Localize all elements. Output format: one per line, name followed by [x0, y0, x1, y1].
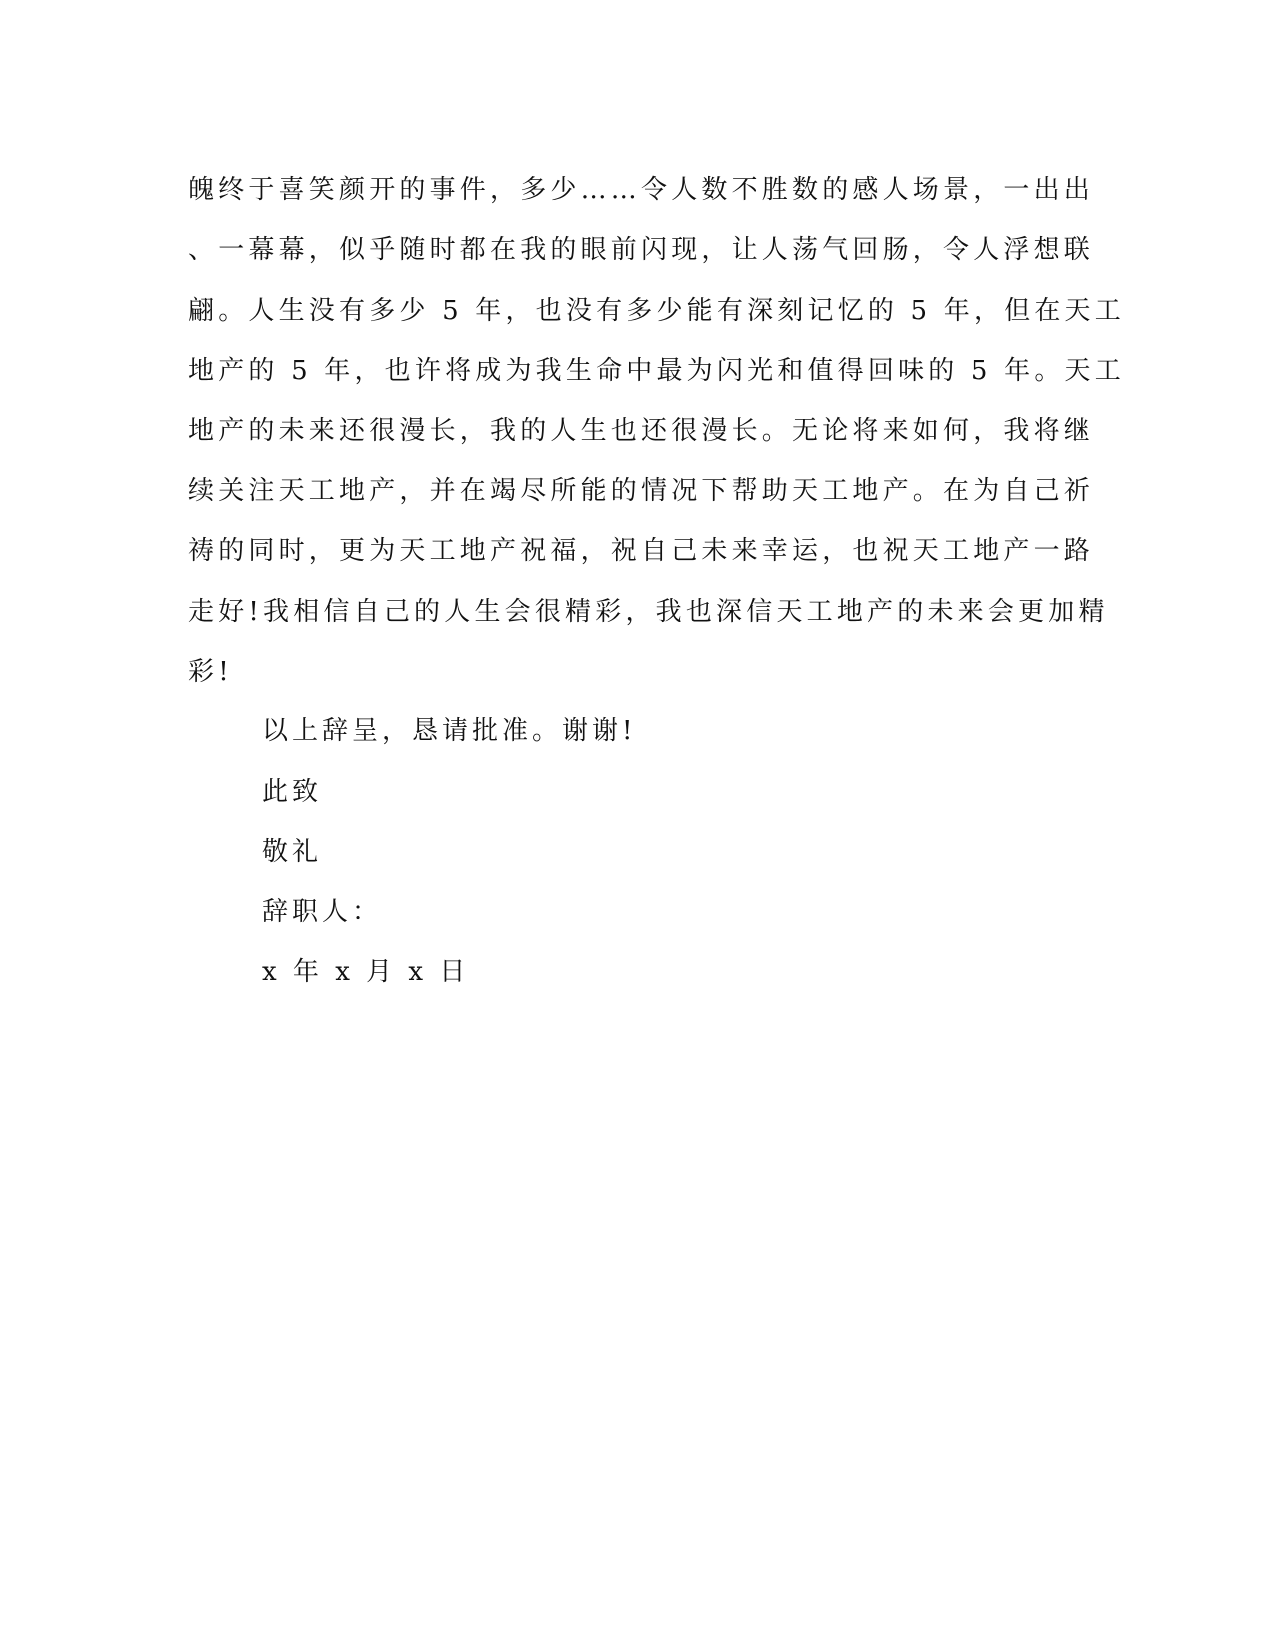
body-text-line: 魄终于喜笑颜开的事件，多少……令人数不胜数的感人场景，一出出 — [188, 175, 1095, 205]
body-text-line: 、一幕幕，似乎随时都在我的眼前闪现，让人荡气回肠，令人浮想联 — [188, 235, 1095, 265]
salutation-jingli: 敬礼 — [262, 837, 323, 867]
body-text-line: 彩! — [188, 657, 233, 687]
body-text-line: 地产的 5 年，也许将成为我生命中最为闪光和值得回味的 5 年。天工 — [188, 356, 1125, 386]
body-text-line: 续关注天工地产，并在竭尽所能的情况下帮助天工地产。在为自己祈 — [188, 476, 1095, 506]
body-text-line: 走好!我相信自己的人生会很精彩，我也深信天工地产的未来会更加精 — [188, 597, 1109, 627]
salutation-cizhi: 此致 — [262, 777, 323, 807]
body-text-line: 翩。人生没有多少 5 年，也没有多少能有深刻记忆的 5 年，但在天工 — [188, 296, 1125, 326]
signer-label: 辞职人： — [262, 897, 383, 927]
body-text-line: 地产的未来还很漫长，我的人生也还很漫长。无论将来如何，我将继 — [188, 416, 1095, 446]
resignation-request: 以上辞呈，恳请批准。谢谢! — [262, 716, 637, 746]
body-text-line: 祷的同时，更为天工地产祝福，祝自己未来幸运，也祝天工地产一路 — [188, 536, 1095, 566]
date-line: x 年 x 月 x 日 — [262, 957, 470, 987]
